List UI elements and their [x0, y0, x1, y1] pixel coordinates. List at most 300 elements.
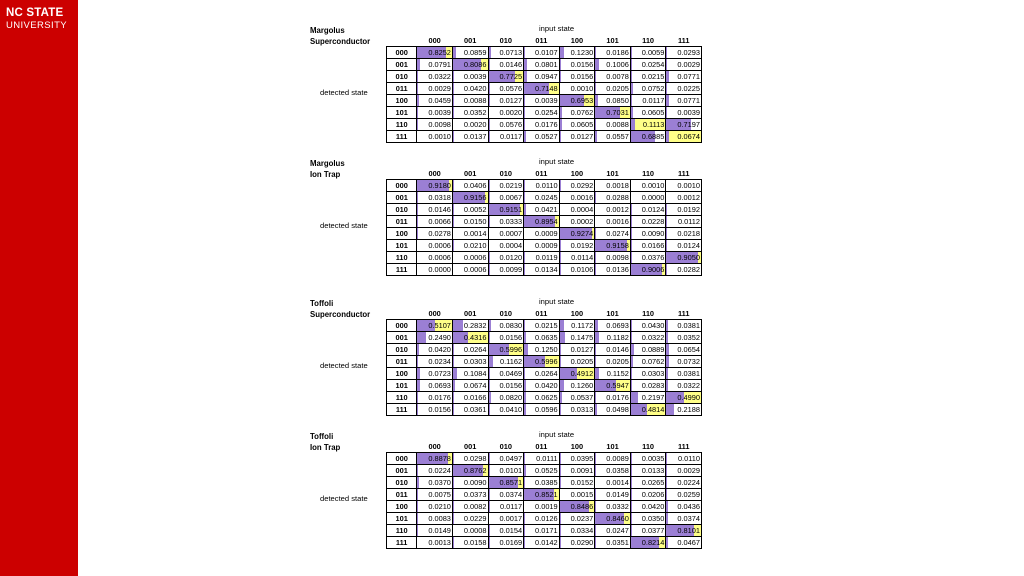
probability-cell [630, 180, 666, 192]
probability-cell [559, 107, 595, 119]
probability-value: 0.5996 [535, 356, 558, 366]
probability-value: 0.0377 [641, 525, 665, 535]
probability-value: 0.0039 [428, 107, 451, 117]
probability-cell [488, 119, 524, 131]
input-state-header: 111 [677, 441, 690, 451]
probability-bar [631, 59, 632, 70]
table-row [387, 368, 702, 380]
probability-value: 0.0014 [463, 228, 487, 238]
probability-value: 0.0298 [463, 453, 487, 463]
probability-value: 0.0004 [570, 204, 594, 214]
probability-value: 0.0039 [535, 95, 558, 105]
probability-cell [452, 180, 488, 192]
probability-value: 0.0066 [428, 216, 451, 226]
probability-value: 0.8460 [606, 513, 629, 523]
probability-value: 0.8252 [428, 47, 451, 57]
probability-cell [417, 465, 453, 477]
probability-value: 0.0075 [428, 489, 451, 499]
header-row [387, 35, 702, 47]
probability-bar [631, 240, 632, 251]
probability-bar [453, 513, 454, 524]
probability-bar [560, 477, 561, 488]
probability-cell [488, 368, 524, 380]
probability-bar [595, 83, 596, 94]
probability-value: 0.0016 [570, 192, 594, 202]
probability-value: 0.0150 [463, 216, 487, 226]
probability-cell [452, 228, 488, 240]
table-row [387, 119, 702, 131]
probability-bar [666, 477, 667, 488]
probability-bar [524, 204, 525, 215]
probability-value: 0.8521 [535, 489, 558, 499]
input-state-header: 001 [464, 308, 477, 318]
probability-value: 0.0693 [606, 320, 629, 330]
probability-value: 0.0654 [677, 344, 700, 354]
probability-cell [452, 240, 488, 252]
table-row [387, 344, 702, 356]
probability-bar [489, 537, 490, 548]
probability-bar [631, 119, 635, 130]
probability-value: 0.0247 [606, 525, 629, 535]
probability-value: 0.8571 [499, 477, 523, 487]
input-state-header: 110 [642, 35, 655, 45]
probability-value: 0.0006 [463, 264, 487, 274]
probability-value: 0.0352 [677, 332, 700, 342]
probability-bar [453, 537, 454, 548]
probability-bar [524, 332, 526, 343]
detected-state-label: detected state [320, 494, 368, 503]
probability-cell [452, 489, 488, 501]
probability-table [386, 441, 702, 549]
probability-value: 0.0136 [606, 264, 629, 274]
probability-value: 0.0016 [606, 216, 629, 226]
probability-bar [489, 320, 492, 331]
probability-value: 0.0274 [606, 228, 629, 238]
table-row [387, 264, 702, 276]
probability-value: 0.0002 [570, 216, 594, 226]
probability-cell [559, 71, 595, 83]
probability-value: 0.0771 [677, 71, 700, 81]
probability-cell [452, 95, 488, 107]
panel-title-line-2: Superconductor [310, 310, 371, 319]
probability-value: 0.0557 [606, 131, 629, 141]
probability-cell [666, 392, 702, 404]
probability-value: 0.9151 [499, 204, 523, 214]
probability-bar [560, 59, 561, 70]
probability-value: 0.2188 [677, 404, 700, 414]
probability-table [386, 308, 702, 416]
probability-value: 0.0527 [535, 131, 558, 141]
probability-cell [452, 380, 488, 392]
probability-cell [417, 216, 453, 228]
probability-cell [452, 204, 488, 216]
probability-cell [524, 83, 560, 95]
probability-bar [453, 404, 454, 415]
probability-value: 0.9180 [428, 180, 451, 190]
probability-bar [453, 216, 454, 227]
probability-cell [595, 59, 631, 71]
probability-cell [630, 344, 666, 356]
detected-state-header: 110 [387, 252, 417, 264]
probability-bar [666, 83, 667, 94]
probability-cell [595, 107, 631, 119]
probability-value: 0.0004 [499, 240, 523, 250]
probability-cell [595, 501, 631, 513]
probability-value: 0.1162 [500, 356, 523, 366]
probability-cell [488, 131, 524, 143]
input-state-header: 001 [464, 441, 477, 451]
probability-cell [666, 489, 702, 501]
probability-bar [453, 180, 454, 191]
probability-value: 0.0237 [570, 513, 594, 523]
input-state-header: 110 [642, 441, 655, 451]
probability-value: 0.0052 [463, 204, 487, 214]
probability-value: 0.0088 [606, 119, 629, 129]
panel-title-line-1: Toffoli [310, 432, 334, 441]
probability-bar [417, 59, 420, 70]
probability-cell [666, 204, 702, 216]
table-row [387, 252, 702, 264]
probability-value: 0.0430 [641, 320, 665, 330]
probability-cell [630, 489, 666, 501]
input-state-header: 111 [677, 35, 690, 45]
probability-cell [559, 453, 595, 465]
table-row [387, 107, 702, 119]
probability-value: 0.0381 [677, 368, 700, 378]
probability-value: 0.0215 [641, 71, 665, 81]
probability-cell [488, 83, 524, 95]
probability-bar [524, 192, 525, 203]
probability-bar [560, 404, 561, 415]
input-state-header: 000 [428, 308, 441, 318]
probability-cell [595, 477, 631, 489]
probability-cell [559, 501, 595, 513]
probability-value: 0.0625 [535, 392, 558, 402]
probability-bar [453, 380, 455, 391]
probability-bar [560, 240, 561, 251]
probability-cell [666, 228, 702, 240]
input-state-header: 101 [606, 35, 619, 45]
probability-value: 0.0820 [499, 392, 523, 402]
input-state-header: 000 [428, 441, 441, 451]
table-row [387, 477, 702, 489]
probability-cell [524, 107, 560, 119]
detected-state-header: 111 [387, 537, 417, 549]
probability-value: 0.0752 [641, 83, 665, 93]
probability-bar [631, 380, 632, 391]
probability-cell [666, 95, 702, 107]
probability-bar [453, 320, 463, 331]
table-row [387, 95, 702, 107]
probability-cell [666, 356, 702, 368]
probability-value: 0.0008 [463, 525, 487, 535]
probability-cell [595, 489, 631, 501]
probability-value: 0.0114 [571, 252, 594, 262]
probability-cell [630, 453, 666, 465]
table-row [387, 180, 702, 192]
probability-bar [524, 71, 527, 82]
probability-value: 0.0014 [606, 477, 629, 487]
probability-value: 0.0029 [677, 59, 700, 69]
probability-cell [595, 192, 631, 204]
table-row [387, 525, 702, 537]
probability-value: 0.0059 [641, 47, 665, 57]
probability-cell [488, 180, 524, 192]
detected-state-header: 101 [387, 107, 417, 119]
probability-bar [631, 83, 634, 94]
table-row [387, 204, 702, 216]
probability-cell [559, 47, 595, 59]
input-state-header: 010 [499, 441, 512, 451]
probability-cell [666, 180, 702, 192]
probability-cell [417, 131, 453, 143]
probability-cell [559, 95, 595, 107]
probability-cell [488, 204, 524, 216]
probability-value: 0.0205 [570, 356, 594, 366]
probability-value: 0.0576 [499, 119, 523, 129]
probability-bar [595, 525, 596, 536]
probability-bar [453, 47, 456, 58]
probability-cell [595, 119, 631, 131]
probability-value: 0.0245 [535, 192, 558, 202]
probability-cell [630, 71, 666, 83]
probability-cell [417, 71, 453, 83]
probability-cell [595, 83, 631, 95]
probability-value: 0.0206 [641, 489, 665, 499]
probability-cell [630, 216, 666, 228]
probability-cell [666, 47, 702, 59]
table-row [387, 131, 702, 143]
input-state-label: input state [539, 157, 575, 166]
probability-bar [489, 453, 491, 464]
input-state-header: 100 [570, 168, 584, 178]
probability-value: 0.0259 [677, 489, 700, 499]
probability-cell [630, 392, 666, 404]
probability-value: 0.0215 [535, 320, 558, 330]
probability-value: 0.0850 [606, 95, 629, 105]
probability-value: 0.0219 [499, 180, 523, 190]
probability-value: 0.0218 [677, 228, 700, 238]
probability-bar [595, 131, 597, 142]
probability-cell [488, 501, 524, 513]
probability-value: 0.0420 [641, 501, 665, 511]
probability-cell [630, 252, 666, 264]
probability-cell [452, 537, 488, 549]
probability-bar [631, 71, 632, 82]
probability-cell [559, 192, 595, 204]
table-row [387, 216, 702, 228]
probability-cell [630, 228, 666, 240]
probability-cell [595, 131, 631, 143]
probability-cell [488, 537, 524, 549]
probability-cell [452, 131, 488, 143]
probability-value: 0.0381 [677, 320, 700, 330]
probability-cell [488, 240, 524, 252]
probability-cell [524, 95, 560, 107]
probability-value: 0.0313 [570, 404, 594, 414]
probability-cell [452, 320, 488, 332]
probability-value: 0.0110 [677, 453, 700, 463]
probability-cell [452, 465, 488, 477]
probability-value: 0.0137 [463, 131, 487, 141]
probability-value: 0.0117 [500, 501, 523, 511]
probability-cell [595, 204, 631, 216]
probability-value: 0.0322 [677, 380, 700, 390]
probability-cell [488, 71, 524, 83]
probability-cell [666, 368, 702, 380]
input-state-header: 110 [642, 168, 655, 178]
probability-bar [417, 465, 418, 476]
probability-value: 0.5107 [428, 320, 451, 330]
probability-bar [524, 320, 525, 331]
probability-value: 0.5947 [606, 380, 629, 390]
probability-value: 0.7197 [677, 119, 700, 129]
probability-bar [417, 204, 418, 215]
probability-value: 0.0293 [677, 47, 700, 57]
probability-cell [488, 95, 524, 107]
probability-value: 0.0006 [428, 252, 451, 262]
probability-cell [595, 71, 631, 83]
header-row [387, 308, 702, 320]
table-row [387, 465, 702, 477]
probability-value: 0.0090 [463, 477, 487, 487]
panel-title [310, 431, 340, 453]
header-row [387, 441, 702, 453]
probability-cell [559, 477, 595, 489]
probability-cell [452, 525, 488, 537]
probability-value: 0.0370 [428, 477, 451, 487]
probability-bar [666, 489, 667, 500]
detected-state-header: 101 [387, 240, 417, 252]
probability-value: 0.0576 [499, 83, 523, 93]
probability-value: 0.0762 [641, 356, 665, 366]
probability-value: 0.0035 [641, 453, 665, 463]
probability-cell [488, 465, 524, 477]
probability-cell [452, 344, 488, 356]
probability-cell [417, 83, 453, 95]
probability-bar [489, 83, 491, 94]
probability-cell [630, 192, 666, 204]
probability-cell [488, 477, 524, 489]
probability-value: 0.0605 [570, 119, 594, 129]
probability-bar [453, 453, 454, 464]
probability-cell [488, 344, 524, 356]
probability-cell [488, 332, 524, 344]
probability-bar [489, 356, 493, 367]
input-state-header: 100 [570, 35, 584, 45]
probability-bar [417, 392, 418, 403]
probability-cell [559, 59, 595, 71]
probability-bar [631, 368, 632, 379]
probability-value: 0.0469 [499, 368, 523, 378]
probability-value: 0.9158 [606, 240, 629, 250]
probability-cell [417, 477, 453, 489]
probability-value: 0.0322 [641, 332, 665, 342]
probability-value: 0.0859 [463, 47, 487, 57]
probability-cell [524, 489, 560, 501]
table-row [387, 240, 702, 252]
probability-value: 0.0278 [428, 228, 451, 238]
probability-cell [524, 392, 560, 404]
probability-cell [630, 477, 666, 489]
probability-value: 0.1113 [642, 119, 665, 129]
input-state-header: 010 [499, 35, 512, 45]
probability-bar [666, 320, 667, 331]
table-row [387, 228, 702, 240]
probability-cell [524, 119, 560, 131]
probability-value: 0.0358 [606, 465, 629, 475]
probability-cell [488, 392, 524, 404]
probability-value: 0.0674 [463, 380, 487, 390]
probability-value: 0.0947 [535, 71, 558, 81]
probability-value: 0.0762 [570, 107, 594, 117]
probability-value: 0.0334 [570, 525, 594, 535]
probability-bar [631, 356, 634, 367]
probability-cell [595, 380, 631, 392]
detected-state-header: 010 [387, 71, 417, 83]
probability-bar [489, 380, 490, 391]
probability-cell [524, 380, 560, 392]
probability-cell [559, 537, 595, 549]
probability-cell [595, 264, 631, 276]
probability-bar [524, 131, 526, 142]
probability-value: 0.0351 [606, 537, 629, 547]
detected-state-header: 110 [387, 392, 417, 404]
probability-bar [595, 192, 596, 203]
probability-bar [595, 59, 598, 70]
probability-cell [559, 404, 595, 416]
probability-bar [417, 228, 418, 239]
probability-bar [560, 525, 561, 536]
probability-cell [559, 240, 595, 252]
probability-value: 0.0107 [535, 47, 558, 57]
probability-cell [559, 525, 595, 537]
probability-cell [666, 131, 702, 143]
nc-state-logo [6, 8, 67, 30]
probability-value: 0.0020 [499, 107, 523, 117]
detected-state-header: 010 [387, 344, 417, 356]
probability-value: 0.0127 [570, 131, 594, 141]
probability-value: 0.0089 [606, 453, 629, 463]
probability-cell [417, 392, 453, 404]
probability-bar [453, 83, 454, 94]
probability-value: 0.0090 [641, 228, 665, 238]
probability-value: 0.0020 [463, 119, 487, 129]
probability-bar [595, 392, 596, 403]
probability-cell [595, 216, 631, 228]
probability-cell [630, 368, 666, 380]
detected-state-header: 000 [387, 180, 417, 192]
probability-value: 0.0723 [428, 368, 451, 378]
probability-cell [666, 240, 702, 252]
detected-state-header: 010 [387, 204, 417, 216]
probability-value: 0.0029 [428, 83, 451, 93]
probability-cell [524, 240, 560, 252]
probability-cell [630, 537, 666, 549]
nc-state-sidebar [0, 0, 78, 576]
probability-value: 0.0111 [536, 453, 558, 463]
detected-state-header: 100 [387, 95, 417, 107]
table-row [387, 489, 702, 501]
input-state-header: 111 [677, 308, 690, 318]
probability-cell [417, 119, 453, 131]
probability-cell [524, 404, 560, 416]
probability-value: 0.0332 [606, 501, 629, 511]
probability-cell [666, 83, 702, 95]
probability-value: 0.0605 [641, 107, 665, 117]
probability-value: 0.0303 [641, 368, 665, 378]
table-row [387, 537, 702, 549]
